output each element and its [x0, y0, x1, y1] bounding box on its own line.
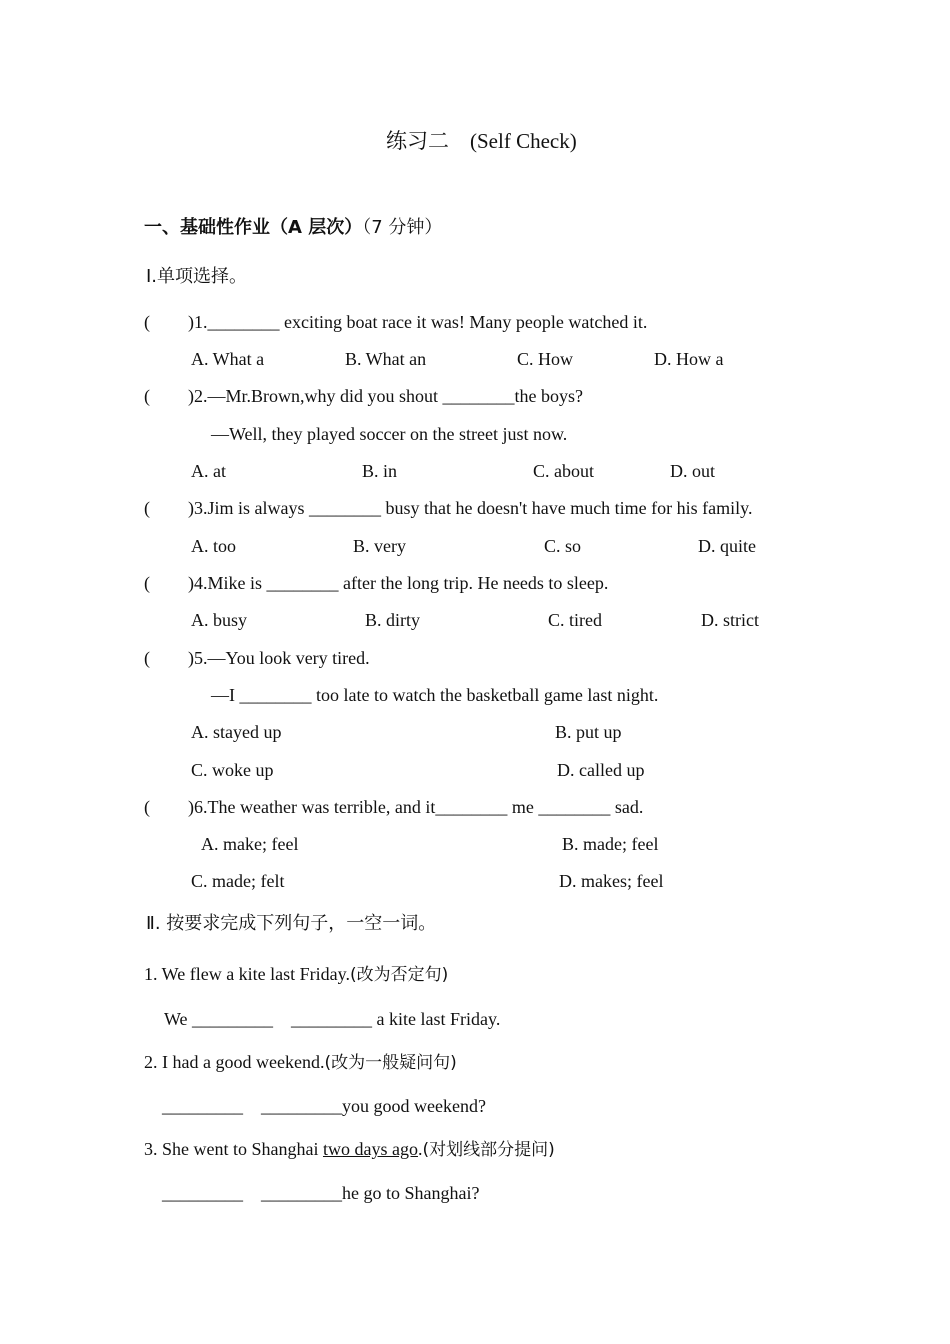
question-3-stem: )3.Jim is always ________ busy that he doesn't have much time for his family. [188, 498, 753, 518]
rewrite-item-3 [144, 1140, 555, 1159]
question-4-option-b: B. dirty [365, 610, 421, 630]
question-3-paren: ( [144, 498, 150, 518]
question-4-option-c: C. tired [548, 610, 602, 630]
question-3-option-b: B. very [353, 536, 406, 556]
question-1-option-d: D. How a [654, 349, 724, 369]
question-2-option-d: D. out [670, 461, 715, 481]
rewrite-item-1-answer: We _________ _________ a kite last Friday. [164, 1009, 501, 1029]
section-heading-time: （7 分钟） [362, 217, 443, 238]
rewrite-item-3-instruction: (对划线部分提问) [422, 1140, 555, 1160]
question-6-option-d: D. makes; feel [559, 871, 664, 891]
question-6-option-a: A. make; feel [201, 834, 299, 854]
rewrite-item-1-sentence: 1. We flew a kite last Friday. [144, 964, 350, 984]
question-1-stem: )1.________ exciting boat race it was! Many people watched it. [188, 312, 648, 332]
question-6-stem: )6.The weather was terrible, and it________ me ________ sad. [188, 797, 644, 817]
part1-heading: Ⅰ.单项选择。 [146, 266, 248, 287]
rewrite-item-3-sentence: 3. She went to Shanghai [144, 1139, 323, 1159]
question-5-option-a: A. stayed up [191, 722, 282, 742]
section-heading [144, 219, 442, 237]
question-5-option-d: D. called up [557, 760, 645, 780]
question-1-paren: ( [144, 312, 150, 332]
rewrite-item-2-sentence: 2. I had a good weekend. [144, 1052, 325, 1072]
question-2-stem: )2.—Mr.Brown,why did you shout ________the boys? [188, 386, 583, 406]
question-5-paren: ( [144, 648, 150, 668]
question-5-option-c: C. woke up [191, 760, 274, 780]
question-3-option-c: C. so [544, 536, 582, 556]
question-5-stem: )5.—You look very tired. [188, 648, 370, 668]
question-4-option-a: A. busy [191, 610, 248, 630]
question-2-option-a: A. at [191, 461, 226, 481]
question-3-option-a: A. too [191, 536, 236, 556]
question-5-option-b: B. put up [555, 722, 622, 742]
question-1-option-c: C. How [517, 349, 574, 369]
part2-heading: Ⅱ. 按要求完成下列句子，一空一词。 [146, 913, 437, 934]
title-en: (Self Check) [470, 129, 577, 153]
question-6-option-c: C. made; felt [191, 871, 285, 891]
question-1-option-b: B. What an [345, 349, 427, 369]
rewrite-item-1-instruction: (改为否定句) [350, 965, 449, 985]
rewrite-item-2 [144, 1053, 457, 1072]
question-2-stem-reply: —Well, they played soccer on the street just now. [211, 424, 568, 444]
rewrite-item-3-underlined: two days ago [322, 1139, 418, 1159]
rewrite-item-1 [144, 965, 448, 984]
question-1-option-a: A. What a [191, 349, 265, 369]
rewrite-item-3-period: . [417, 1139, 423, 1159]
question-4-paren: ( [144, 573, 150, 593]
section-heading-bold: 一、基础性作业（A 层次） [144, 217, 363, 238]
question-2-paren: ( [144, 386, 150, 406]
question-3-option-d: D. quite [698, 536, 756, 556]
rewrite-item-2-instruction: (改为一般疑问句) [324, 1053, 457, 1073]
question-2-option-b: B. in [362, 461, 398, 481]
question-4-stem: )4.Mike is ________ after the long trip. He needs to sleep. [188, 573, 609, 593]
rewrite-item-3-answer: _________ _________he go to Shanghai? [162, 1183, 480, 1203]
question-5-stem-reply: —I ________ too late to watch the basketball game last night. [211, 685, 659, 705]
title-cn: 练习二 [386, 129, 449, 153]
rewrite-item-2-answer: _________ _________you good weekend? [162, 1096, 486, 1116]
question-4-option-d: D. strict [701, 610, 759, 630]
question-6-paren: ( [144, 797, 150, 817]
question-2-option-c: C. about [533, 461, 594, 481]
page-title [386, 131, 577, 152]
question-6-option-b: B. made; feel [562, 834, 659, 854]
